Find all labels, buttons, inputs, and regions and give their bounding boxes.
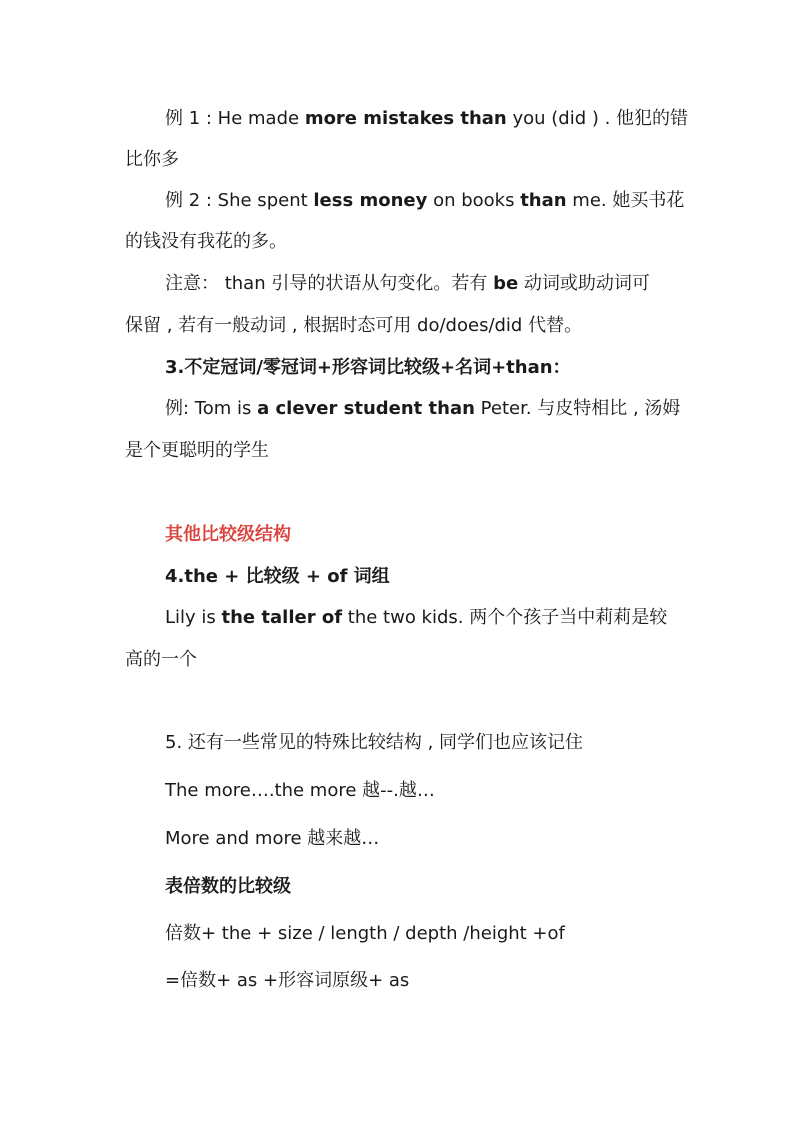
text: Lily is: [165, 607, 222, 628]
times-formula-2: =倍数+ as +形容词原级+ as: [165, 970, 410, 991]
example-2-line-1: [165, 189, 684, 213]
bold-text: a clever student than: [257, 398, 475, 419]
heading-4: 4.the + 比较级 + of 词组: [165, 566, 390, 587]
example-4-line-1: [165, 606, 667, 630]
example-2-line-2: 的钱没有我花的多。: [125, 231, 287, 252]
bold-text: than: [520, 190, 567, 211]
the-more-line: The more….the more 越--.越…: [165, 780, 435, 801]
text: 例: Tom is: [165, 398, 258, 419]
heading-3: 3.不定冠词/零冠词+形容词比较级+名词+than：: [165, 357, 571, 378]
text: 动词或助动词可: [518, 273, 650, 294]
note-line-2: 保留 , 若有一般动词 , 根据时态可用 do/does/did 代替。: [125, 315, 583, 336]
times-formula-1: 倍数+ the + size / length / depth /height +of: [165, 923, 565, 944]
note-line-1: [165, 272, 650, 296]
example-1-line-1: [165, 107, 688, 131]
text: 例 2 : She spent: [165, 190, 314, 211]
text: 例 1 : He made: [165, 108, 305, 129]
bold-text: more mistakes than: [304, 108, 507, 129]
example-4-line-2: 高的一个: [125, 649, 197, 670]
example-3-line-2: 是个更聪明的学生: [125, 440, 269, 461]
text: on books: [427, 190, 521, 211]
example-1-line-2: 比你多: [125, 149, 179, 170]
heading-times: 表倍数的比较级: [165, 876, 291, 897]
section-title: 其他比较级结构: [165, 524, 291, 545]
example-3-line-1: [165, 397, 680, 421]
bold-text: be: [493, 273, 519, 294]
more-and-more-line: More and more 越来越…: [165, 828, 380, 849]
text: me. 她买书花: [566, 190, 685, 211]
bold-text: the taller of: [221, 607, 343, 628]
text: 注意： than 引导的状语从句变化。若有: [165, 273, 494, 294]
bold-text: less money: [313, 190, 428, 211]
text: the two kids. 两个个孩子当中莉莉是较: [342, 607, 668, 628]
text: Peter. 与皮特相比 , 汤姆: [474, 398, 681, 419]
item-5: 5. 还有一些常见的特殊比较结构 , 同学们也应该记住: [165, 732, 584, 753]
text: you (did ) . 他犯的错: [506, 108, 689, 129]
